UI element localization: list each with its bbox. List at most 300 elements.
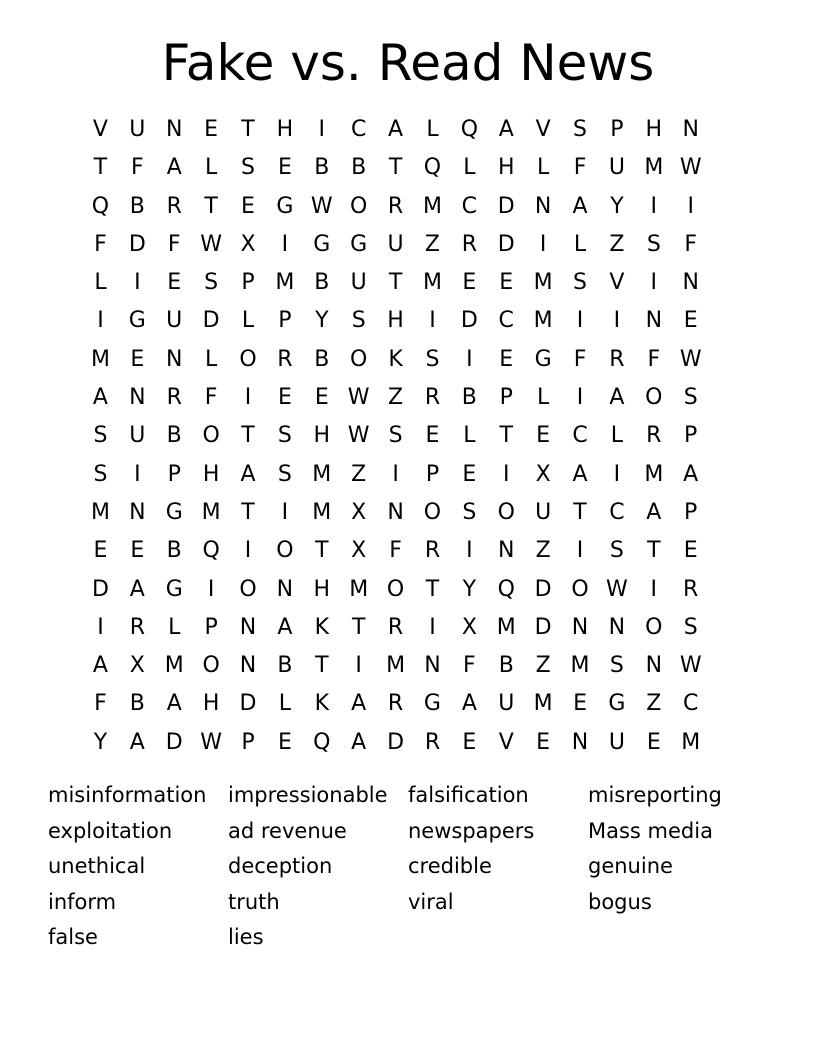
grid-letter: A <box>129 576 145 602</box>
grid-letter: E <box>167 270 182 296</box>
grid-letter: E <box>536 729 551 755</box>
grid-letter: P <box>204 614 218 640</box>
grid-letter: T <box>204 193 218 219</box>
grid-letter: S <box>277 423 292 449</box>
grid-letter: I <box>134 270 141 296</box>
grid-letter: A <box>351 691 367 717</box>
grid-letter: N <box>534 193 552 219</box>
grid-letter: Q <box>497 576 515 602</box>
grid-letter: A <box>129 729 145 755</box>
grid-letter: T <box>499 423 513 449</box>
grid-letter: O <box>423 499 442 525</box>
grid-letter: E <box>536 423 551 449</box>
grid-letter: L <box>463 155 476 181</box>
grid-letter: W <box>200 231 222 257</box>
grid-letter: M <box>275 270 295 296</box>
grid-letter: M <box>644 155 664 181</box>
word-list-item: newspapers <box>408 818 535 843</box>
grid-letter: S <box>573 117 587 142</box>
grid-letter: E <box>425 423 440 449</box>
grid-letter: H <box>313 576 331 602</box>
grid-letter: E <box>573 691 587 717</box>
grid-letter: I <box>576 538 584 564</box>
grid-letter: P <box>684 499 698 525</box>
grid-letter: R <box>387 193 404 219</box>
grid-letter: C <box>461 193 478 219</box>
grid-letter: R <box>166 385 182 411</box>
grid-letter: Z <box>535 538 551 564</box>
grid-letter: S <box>351 308 366 334</box>
grid-letter: F <box>131 155 144 181</box>
grid-letter: R <box>683 576 699 602</box>
grid-letter: X <box>461 614 477 640</box>
grid-letter: T <box>315 653 329 679</box>
grid-letter: R <box>166 193 182 219</box>
grid-letter: M <box>570 653 590 679</box>
grid-letter: Q <box>202 538 220 564</box>
grid-letter: W <box>200 729 222 755</box>
grid-letter: I <box>429 614 436 640</box>
grid-letter: M <box>90 346 110 372</box>
grid-letter: E <box>130 538 145 564</box>
grid-letter: V <box>535 117 551 142</box>
grid-letter: U <box>387 231 404 257</box>
grid-letter: L <box>278 691 292 717</box>
grid-letter: D <box>534 576 552 602</box>
grid-letter: N <box>239 614 257 640</box>
grid-letter: H <box>202 691 220 717</box>
grid-letter: F <box>389 538 402 564</box>
grid-letter: M <box>533 308 553 334</box>
word-list <box>48 778 788 956</box>
word-list-item: viral <box>408 889 454 914</box>
grid-letter: I <box>539 231 547 257</box>
grid-letter: S <box>93 461 108 487</box>
grid-letter: T <box>93 155 108 181</box>
grid-letter: B <box>314 346 330 372</box>
grid-letter: A <box>609 385 625 411</box>
grid-letter: M <box>422 270 442 296</box>
word-list-item: unethical <box>48 854 146 878</box>
grid-letter: I <box>281 499 289 525</box>
grid-letter: L <box>94 270 107 296</box>
grid-letter: D <box>387 729 405 755</box>
grid-letter: W <box>679 653 702 679</box>
grid-letter: I <box>650 576 658 602</box>
grid-letter: B <box>314 155 330 181</box>
grid-letter: L <box>241 308 255 334</box>
grid-row <box>82 647 746 685</box>
grid-letter: M <box>90 499 110 525</box>
grid-letter: O <box>202 653 220 679</box>
grid-letter: F <box>463 653 476 679</box>
grid-letter: P <box>167 461 181 487</box>
grid-letter: H <box>387 308 404 334</box>
grid-letter: E <box>314 385 329 411</box>
grid-letter: I <box>466 346 473 372</box>
grid-letter: N <box>682 270 699 296</box>
grid-letter: E <box>499 346 514 372</box>
grid-letter: C <box>609 499 625 525</box>
grid-letter: Q <box>460 117 479 142</box>
grid-letter: A <box>277 614 293 640</box>
grid-letter: C <box>350 117 367 142</box>
grid-letter: N <box>276 576 294 602</box>
grid-letter: Z <box>646 691 662 717</box>
grid-letter: I <box>207 576 215 602</box>
grid-letter: O <box>239 346 257 372</box>
grid-letter: N <box>498 538 515 564</box>
grid-letter: F <box>94 691 107 717</box>
grid-letter: E <box>683 308 698 334</box>
grid-letter: L <box>573 231 587 257</box>
grid-letter: G <box>608 691 626 717</box>
grid-letter: B <box>129 691 145 717</box>
word-list-item: truth <box>228 889 280 914</box>
grid-letter: R <box>387 691 404 717</box>
grid-letter: W <box>679 155 702 181</box>
word-list-item: false <box>48 925 98 949</box>
grid-row <box>82 456 746 494</box>
grid-letter: U <box>129 117 146 142</box>
grid-letter: V <box>609 270 625 296</box>
grid-letter: I <box>576 308 584 334</box>
grid-letter: I <box>355 653 362 679</box>
grid-letter: O <box>350 193 368 219</box>
grid-letter: A <box>166 155 182 181</box>
grid-letter: E <box>277 729 292 755</box>
grid-letter: S <box>573 270 587 296</box>
grid-letter: E <box>204 117 219 142</box>
grid-letter: T <box>388 270 403 296</box>
grid-letter: L <box>204 346 218 372</box>
grid-letter: L <box>537 385 550 411</box>
grid-letter: O <box>350 346 368 372</box>
grid-letter: A <box>683 461 699 487</box>
grid-letter: E <box>277 155 292 181</box>
grid-letter: G <box>165 576 183 602</box>
grid-letter: U <box>166 308 183 334</box>
grid-letter: G <box>276 193 294 219</box>
grid-letter: Z <box>535 653 551 679</box>
grid-letter: R <box>609 346 625 372</box>
grid-letter: Y <box>93 729 108 755</box>
grid-letter: O <box>645 385 663 411</box>
word-list-item: impressionable <box>228 783 388 807</box>
grid-letter: V <box>92 117 108 142</box>
word-list-item <box>588 920 768 956</box>
grid-letter: C <box>572 423 588 449</box>
grid-letter: U <box>129 423 146 449</box>
word-list-item: bogus <box>588 889 652 914</box>
grid-letter: S <box>93 423 108 449</box>
grid-letter: B <box>277 653 293 679</box>
grid-letter: I <box>318 117 326 142</box>
grid-letter: D <box>497 231 515 257</box>
grid-letter: I <box>650 193 658 219</box>
grid-letter: H <box>313 423 331 449</box>
grid-letter: P <box>241 729 255 755</box>
grid-row <box>82 188 746 226</box>
grid-row <box>82 341 746 379</box>
grid-letter: E <box>499 270 514 296</box>
grid-letter: M <box>386 653 406 679</box>
grid-letter: A <box>646 499 662 525</box>
word-list-item: genuine <box>588 854 673 878</box>
grid-letter: S <box>425 346 440 372</box>
grid-letter: F <box>573 155 587 181</box>
grid-letter: X <box>535 461 551 487</box>
grid-letter: X <box>240 231 256 257</box>
grid-letter: Z <box>388 385 404 411</box>
grid-letter: A <box>498 117 514 142</box>
grid-row <box>82 379 746 417</box>
grid-row <box>82 532 746 570</box>
grid-letter: B <box>314 270 330 296</box>
grid-letter: U <box>535 499 552 525</box>
grid-letter: N <box>165 346 183 372</box>
grid-letter: U <box>498 691 515 717</box>
grid-letter: A <box>461 691 477 717</box>
grid-letter: R <box>424 385 441 411</box>
grid-letter: K <box>314 614 329 640</box>
grid-letter: A <box>572 193 588 219</box>
grid-letter: I <box>97 614 104 640</box>
grid-letter: T <box>241 499 255 525</box>
grid-letter: N <box>608 614 626 640</box>
grid-letter: O <box>239 576 257 602</box>
grid-letter: S <box>204 270 219 296</box>
word-list-item: lies <box>228 925 264 949</box>
grid-letter: N <box>645 308 663 334</box>
grid-letter: R <box>424 538 441 564</box>
grid-letter: Y <box>315 308 329 334</box>
grid-letter: I <box>134 461 141 487</box>
grid-letter: Q <box>313 729 331 755</box>
word-list-item: misreporting <box>588 783 722 807</box>
grid-letter: C <box>683 691 699 717</box>
grid-row <box>82 149 746 187</box>
grid-letter: O <box>645 614 663 640</box>
grid-letter: T <box>241 117 255 142</box>
grid-letter: E <box>683 538 698 564</box>
grid-letter: P <box>684 423 698 449</box>
grid-letter: Q <box>91 193 110 219</box>
grid-letter: P <box>425 461 440 487</box>
grid-letter: R <box>277 346 293 372</box>
grid-letter: V <box>498 729 514 755</box>
grid-letter: O <box>276 538 294 564</box>
grid-letter: S <box>462 499 477 525</box>
word-list-item: inform <box>48 889 117 914</box>
grid-letter: N <box>571 614 589 640</box>
grid-letter: L <box>463 423 476 449</box>
grid-letter: K <box>314 691 329 717</box>
grid-letter: Y <box>462 576 477 602</box>
grid-row <box>82 724 746 762</box>
grid-letter: H <box>645 117 663 142</box>
grid-letter: G <box>534 346 552 372</box>
grid-letter: S <box>277 461 292 487</box>
grid-letter: X <box>351 538 367 564</box>
grid-letter: D <box>202 308 220 334</box>
grid-letter: F <box>647 346 661 372</box>
grid-letter: A <box>572 461 588 487</box>
word-list-item: exploitation <box>48 818 173 843</box>
grid-letter: W <box>679 346 702 372</box>
word-list-item: credible <box>408 854 492 878</box>
grid-letter: B <box>461 385 477 411</box>
grid-letter: O <box>386 576 405 602</box>
grid-letter: I <box>502 461 510 487</box>
grid-letter: F <box>167 231 181 257</box>
grid-letter: I <box>244 385 252 411</box>
grid-letter: D <box>165 729 183 755</box>
grid-letter: T <box>351 614 366 640</box>
grid-letter: D <box>128 231 146 257</box>
grid-letter: H <box>497 155 515 181</box>
grid-letter: G <box>313 231 331 257</box>
grid-letter: N <box>129 385 146 411</box>
grid-letter: D <box>91 576 109 602</box>
grid-letter: M <box>312 499 332 525</box>
grid-letter: T <box>241 423 255 449</box>
grid-letter: M <box>201 499 221 525</box>
grid-letter: G <box>128 308 146 334</box>
grid-letter: M <box>644 461 664 487</box>
grid-letter: B <box>129 193 145 219</box>
grid-letter: W <box>606 576 628 602</box>
grid-letter: O <box>571 576 589 602</box>
grid-row <box>82 494 746 532</box>
grid-letter: E <box>462 729 477 755</box>
grid-row <box>82 571 746 609</box>
grid-letter: L <box>168 614 181 640</box>
grid-row <box>82 417 746 455</box>
grid-letter: M <box>496 614 516 640</box>
grid-letter: E <box>646 729 661 755</box>
grid-letter: S <box>646 231 661 257</box>
grid-letter: H <box>202 461 220 487</box>
grid-letter: M <box>164 653 184 679</box>
grid-letter: N <box>682 117 699 142</box>
grid-letter: Q <box>423 155 442 181</box>
grid-letter: A <box>92 385 108 411</box>
letter-grid <box>82 111 746 762</box>
grid-row <box>82 111 746 149</box>
grid-letter: D <box>239 691 257 717</box>
grid-letter: C <box>498 308 514 334</box>
grid-letter: N <box>129 499 146 525</box>
grid-letter: T <box>315 538 329 564</box>
grid-letter: I <box>687 193 694 219</box>
grid-letter: G <box>350 231 368 257</box>
grid-letter: I <box>244 538 252 564</box>
grid-letter: L <box>204 155 218 181</box>
grid-letter: I <box>613 308 621 334</box>
grid-letter: M <box>681 729 701 755</box>
grid-row <box>82 226 746 264</box>
grid-letter: S <box>609 653 624 679</box>
grid-letter: B <box>351 155 367 181</box>
grid-letter: O <box>202 423 220 449</box>
grid-letter: N <box>424 653 441 679</box>
grid-letter: G <box>165 499 183 525</box>
grid-letter: A <box>388 117 404 142</box>
grid-letter: S <box>683 614 698 640</box>
grid-letter: R <box>129 614 145 640</box>
grid-letter: Z <box>609 231 625 257</box>
word-list-item: misinformation <box>48 783 207 807</box>
grid-letter: L <box>426 117 439 142</box>
grid-letter: F <box>94 231 107 257</box>
grid-letter: X <box>351 499 367 525</box>
grid-letter: P <box>278 308 292 334</box>
grid-letter: I <box>281 231 289 257</box>
page-title: Fake vs. Read News <box>161 34 655 92</box>
grid-letter: S <box>388 423 403 449</box>
grid-letter: K <box>388 346 403 372</box>
grid-letter: N <box>571 729 589 755</box>
grid-letter: U <box>608 155 625 181</box>
grid-letter: R <box>461 231 477 257</box>
grid-letter: R <box>387 614 404 640</box>
grid-letter: T <box>647 538 661 564</box>
grid-letter: G <box>423 691 441 717</box>
grid-letter: N <box>165 117 183 142</box>
grid-letter: Y <box>610 193 624 219</box>
grid-letter: T <box>425 576 440 602</box>
grid-letter: M <box>312 461 332 487</box>
grid-row <box>82 609 746 647</box>
grid-letter: M <box>349 576 369 602</box>
grid-letter: B <box>498 653 514 679</box>
grid-letter: T <box>573 499 587 525</box>
grid-letter: S <box>683 385 698 411</box>
grid-letter: I <box>650 270 658 296</box>
grid-letter: H <box>276 117 294 142</box>
word-list-item: Mass media <box>588 818 713 843</box>
grid-letter: I <box>429 308 436 334</box>
grid-letter: P <box>499 385 513 411</box>
grid-letter: E <box>277 385 292 411</box>
grid-letter: L <box>537 155 550 181</box>
grid-letter: E <box>130 346 145 372</box>
grid-letter: A <box>92 653 108 679</box>
grid-letter: E <box>462 270 477 296</box>
grid-letter: Z <box>424 231 440 257</box>
grid-letter: O <box>497 499 515 525</box>
grid-row <box>82 264 746 302</box>
grid-letter: E <box>462 461 477 487</box>
grid-letter: I <box>392 461 399 487</box>
grid-letter: Z <box>351 461 367 487</box>
grid-letter: A <box>240 461 256 487</box>
word-list-item: falsification <box>408 783 529 807</box>
grid-letter: W <box>310 193 333 219</box>
grid-letter: S <box>241 155 255 181</box>
grid-letter: P <box>610 117 624 142</box>
grid-letter: B <box>166 538 182 564</box>
grid-letter: W <box>347 385 370 411</box>
grid-letter: F <box>684 231 698 257</box>
grid-letter: U <box>350 270 367 296</box>
grid-letter: U <box>608 729 625 755</box>
grid-letter: F <box>573 346 587 372</box>
grid-letter: S <box>609 538 624 564</box>
grid-letter: R <box>424 729 441 755</box>
grid-letter: D <box>534 614 552 640</box>
